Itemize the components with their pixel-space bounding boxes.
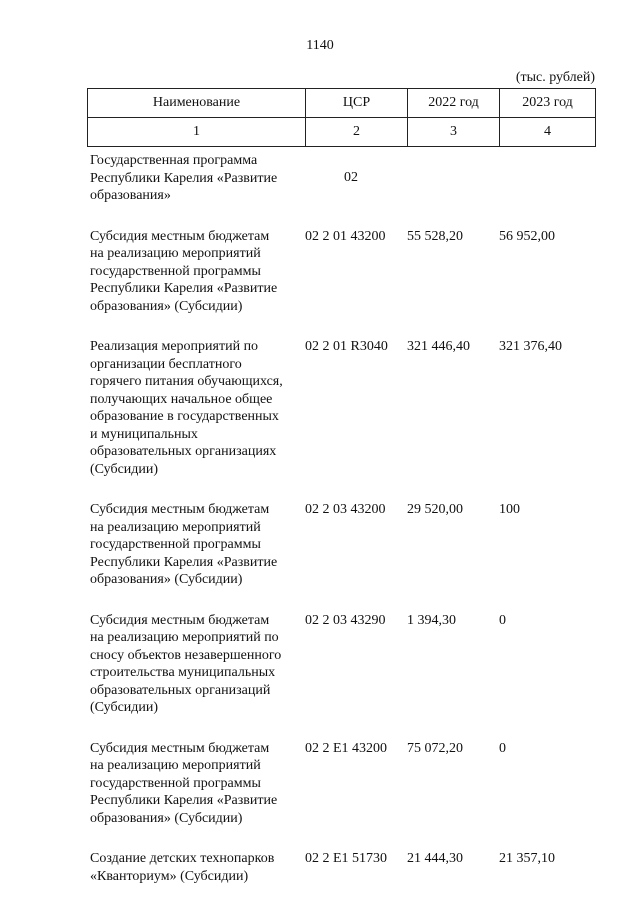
col-number-4: 4 xyxy=(500,118,596,147)
row-name: Реализация мероприятий по организации бесплатного горячего питания обучающихся, получающих начальное общее образование в государственных и муниципальных образовательных организациях (Субсидии) xyxy=(90,339,283,477)
row-2022: 321 446,40 xyxy=(407,339,470,354)
row-2023: 0 xyxy=(499,740,506,756)
table-header xyxy=(87,88,596,147)
row-csr: 02 2 E1 43200 xyxy=(305,740,388,756)
header-2023: 2023 год xyxy=(500,89,596,118)
page-number: 1140 xyxy=(306,38,334,53)
row-2022 xyxy=(407,152,499,228)
table-row xyxy=(87,501,595,612)
budget-table xyxy=(87,152,595,908)
units-note: (тыс. рублей) xyxy=(515,70,595,85)
table-row xyxy=(87,152,595,228)
row-csr: 02 xyxy=(344,170,358,185)
header-csr: ЦСР xyxy=(306,89,408,118)
row-csr: 02 2 E1 51730 xyxy=(305,851,388,866)
row-name: Государственная программа Республики Карелия «Развитие образования» xyxy=(90,153,278,203)
table-row xyxy=(87,850,595,908)
row-name: Субсидия местным бюджетам на реализацию мероприятий государственной программы Республики Карелия «Развитие образования» (Субсидии) xyxy=(90,740,278,826)
row-2022: 75 072,20 xyxy=(407,740,463,756)
table-row xyxy=(87,338,595,501)
row-csr: 02 2 01 43200 xyxy=(305,228,386,244)
row-name: Субсидия местным бюджетам на реализацию мероприятий по сносу объектов незавершенного строительства муниципальных образовательных организаций (Субсидии) xyxy=(90,612,282,715)
row-2022: 55 528,20 xyxy=(407,228,463,244)
row-csr: 02 2 03 43290 xyxy=(305,612,386,628)
row-csr: 02 2 01 R3040 xyxy=(305,339,388,354)
row-2023: 56 952,00 xyxy=(499,228,555,244)
table-row xyxy=(87,228,595,339)
table-row xyxy=(87,612,595,740)
row-name: Субсидия местным бюджетам на реализацию мероприятий государственной программы Республики Карелия «Развитие образования» (Субсидии) xyxy=(90,228,278,314)
row-2022: 21 444,30 xyxy=(407,851,463,866)
col-number-1: 1 xyxy=(88,118,306,147)
header-row xyxy=(88,89,596,118)
col-number-2: 2 xyxy=(306,118,408,147)
header-2022: 2022 год xyxy=(408,89,500,118)
row-name: Субсидия местным бюджетам на реализацию мероприятий государственной программы Республики Карелия «Развитие образования» (Субсидии) xyxy=(90,502,278,587)
row-2023: 0 xyxy=(499,612,506,628)
numbering-row xyxy=(88,118,596,147)
row-2023: 21 357,10 xyxy=(499,851,555,866)
table-row xyxy=(87,740,595,851)
header-name: Наименование xyxy=(88,89,306,118)
row-2023: 100 xyxy=(499,502,520,517)
row-2022: 29 520,00 xyxy=(407,502,463,517)
row-2023 xyxy=(499,152,595,228)
row-csr: 02 2 03 43200 xyxy=(305,502,386,517)
col-number-3: 3 xyxy=(408,118,500,147)
row-2022: 1 394,30 xyxy=(407,612,456,628)
row-2023: 321 376,40 xyxy=(499,339,562,354)
row-name: Создание детских технопарков «Кванториум» (Субсидии) xyxy=(90,851,275,884)
